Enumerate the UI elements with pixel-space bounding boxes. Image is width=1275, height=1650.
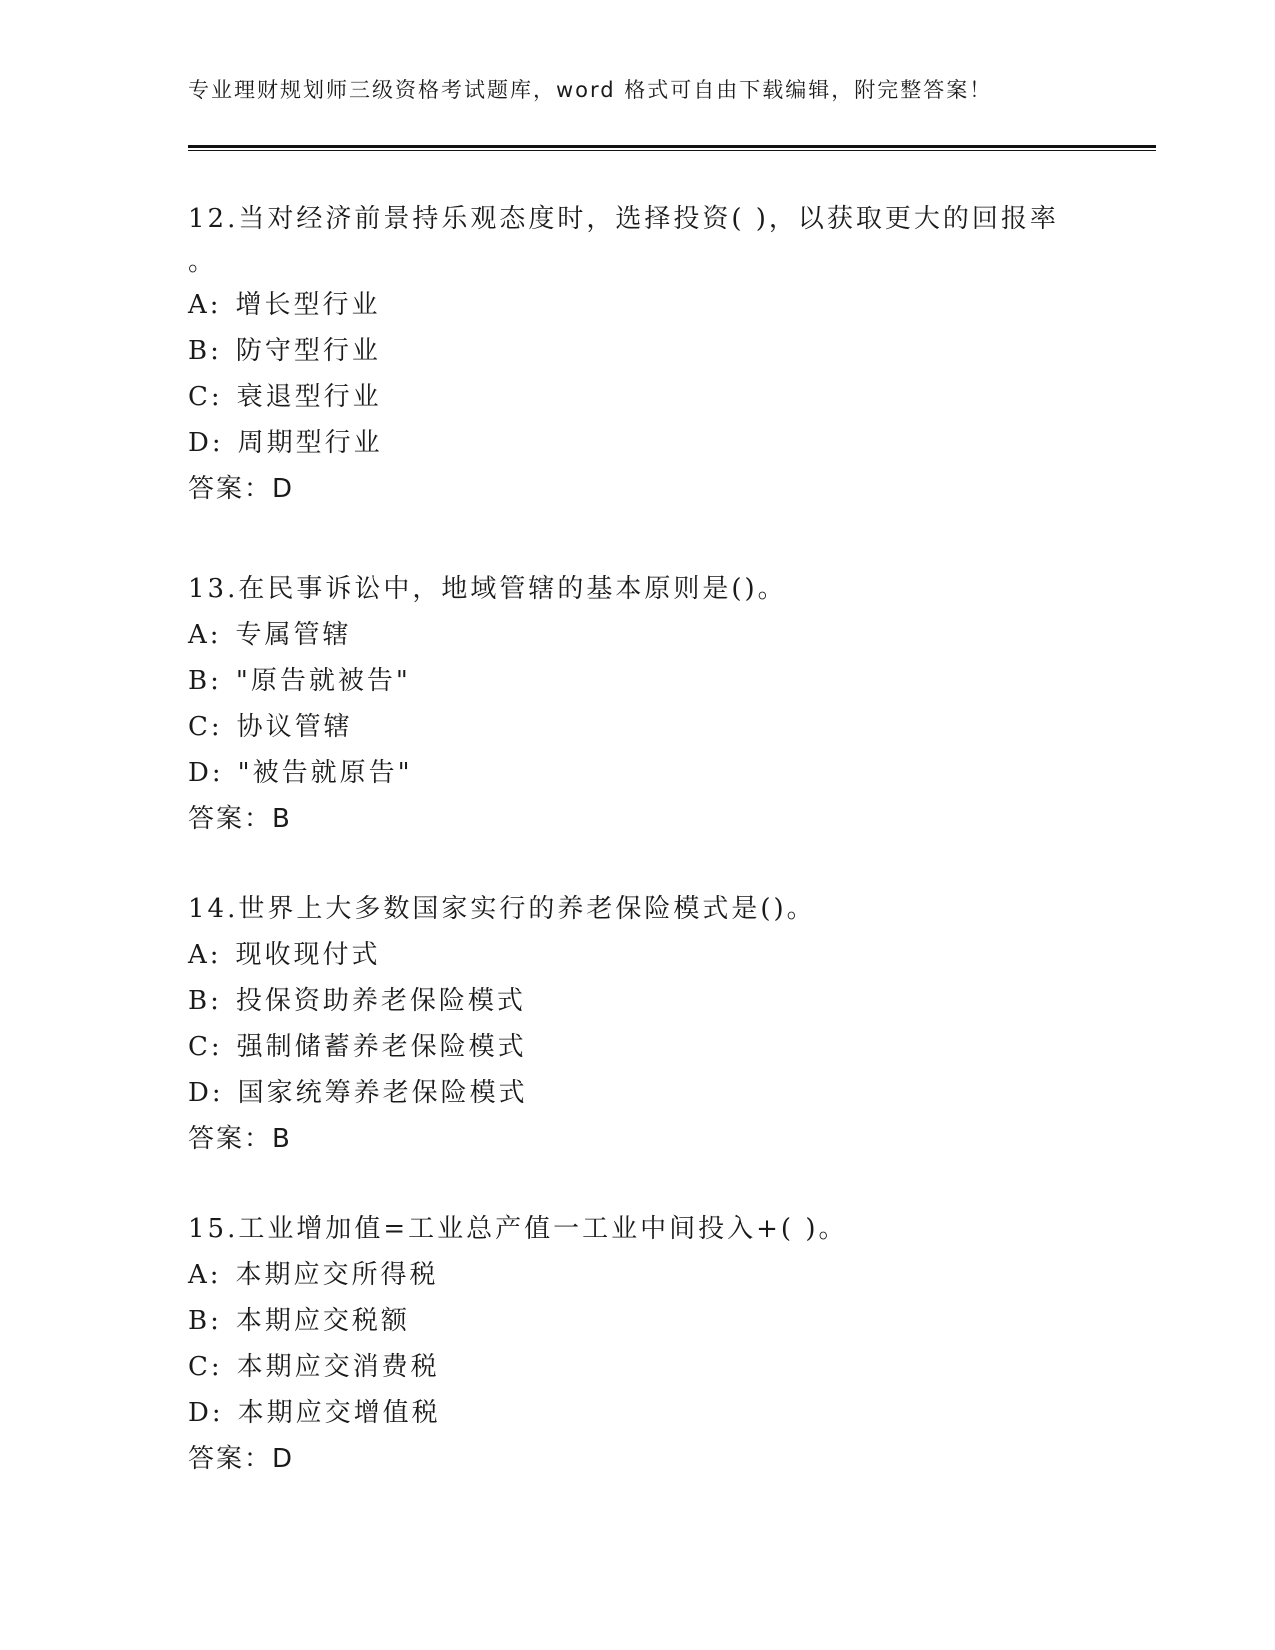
option-key: A: xyxy=(188,940,222,970)
option-d xyxy=(188,420,1088,466)
option-text: 本期应交增值税 xyxy=(237,1398,441,1428)
option-a xyxy=(188,282,1088,328)
question-stem: 13.在民事诉讼中，地域管辖的基本原则是()。 xyxy=(188,574,787,604)
question-12 xyxy=(188,196,1088,512)
option-text: 本期应交消费税 xyxy=(236,1352,440,1382)
option-text: 国家统筹养老保险模式 xyxy=(237,1078,528,1108)
option-text: 专属管辖 xyxy=(235,620,352,650)
option-text: 协议管辖 xyxy=(236,712,353,742)
option-text: "被告就原告" xyxy=(237,758,413,788)
option-d xyxy=(188,1070,1088,1116)
question-stem: 14.世界上大多数国家实行的养老保险模式是()。 xyxy=(188,894,816,924)
option-key: C: xyxy=(188,1352,223,1382)
option-key: A: xyxy=(188,1260,222,1290)
option-b xyxy=(188,658,1088,704)
option-b xyxy=(188,1298,1088,1344)
option-c xyxy=(188,374,1088,420)
option-a xyxy=(188,932,1088,978)
option-text: "原告就被告" xyxy=(235,666,411,696)
question-stem: 12.当对经济前景持乐观态度时，选择投资( )，以获取更大的回报率 xyxy=(188,204,1059,234)
option-text: 增长型行业 xyxy=(235,290,381,320)
option-c xyxy=(188,1024,1088,1070)
option-text: 强制储蓄养老保险模式 xyxy=(236,1032,527,1062)
option-a xyxy=(188,612,1088,658)
option-key: A: xyxy=(188,290,222,320)
option-key: B: xyxy=(188,1306,222,1336)
option-key: D: xyxy=(188,1398,224,1428)
answer-line: 答案：D xyxy=(188,1444,295,1474)
option-c xyxy=(188,1344,1088,1390)
option-text: 投保资助养老保险模式 xyxy=(235,986,526,1016)
option-key: D: xyxy=(188,428,224,458)
option-key: D: xyxy=(188,758,224,788)
option-b xyxy=(188,328,1088,374)
option-a xyxy=(188,1252,1088,1298)
option-key: C: xyxy=(188,712,223,742)
option-text: 现收现付式 xyxy=(235,940,381,970)
option-b xyxy=(188,978,1088,1024)
question-stem: 15.工业增加值=工业总产值一工业中间投入+( )。 xyxy=(188,1214,848,1244)
option-key: B: xyxy=(188,986,222,1016)
question-15 xyxy=(188,1206,1088,1482)
option-key: C: xyxy=(188,1032,223,1062)
option-text: 周期型行业 xyxy=(237,428,383,458)
option-c xyxy=(188,704,1088,750)
option-d xyxy=(188,1390,1088,1436)
option-text: 衰退型行业 xyxy=(236,382,382,412)
option-text: 防守型行业 xyxy=(235,336,381,366)
option-key: D: xyxy=(188,1078,224,1108)
question-stem-continuation: 。 xyxy=(188,247,215,277)
header-rule-thin xyxy=(188,150,1156,151)
option-d xyxy=(188,750,1088,796)
question-13 xyxy=(188,566,1088,842)
option-text: 本期应交所得税 xyxy=(235,1260,439,1290)
answer-line: 答案：B xyxy=(188,804,292,834)
option-text: 本期应交税额 xyxy=(235,1306,410,1336)
answer-line: 答案：B xyxy=(188,1124,292,1154)
option-key: A: xyxy=(188,620,222,650)
option-key: B: xyxy=(188,336,222,366)
answer-line: 答案：D xyxy=(188,474,295,504)
option-key: C: xyxy=(188,382,223,412)
header-rule-thick xyxy=(188,145,1156,148)
page-header: 专业理财规划师三级资格考试题库，word 格式可自由下载编辑，附完整答案！ xyxy=(188,78,993,102)
option-key: B: xyxy=(188,666,222,696)
question-14 xyxy=(188,886,1088,1162)
